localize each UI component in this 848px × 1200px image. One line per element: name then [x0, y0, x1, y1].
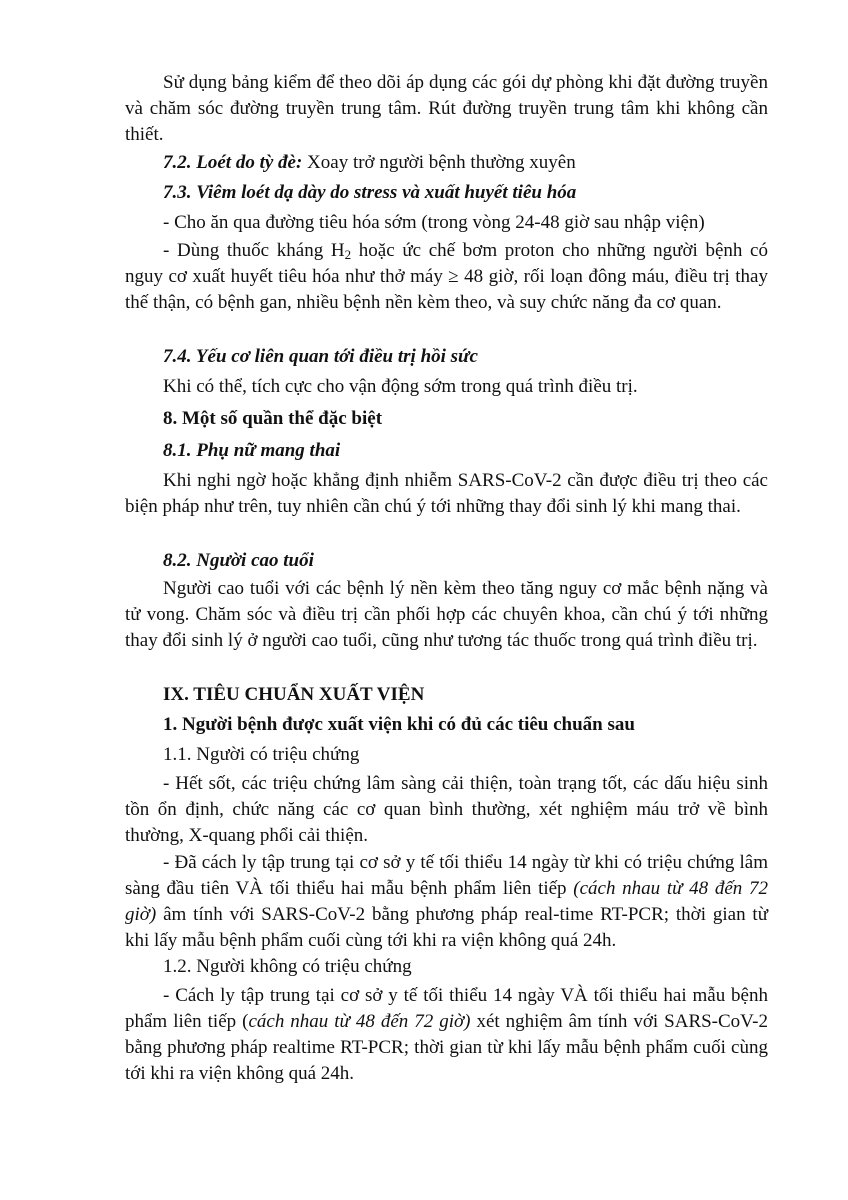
section-1-2-item-1 [125, 983, 768, 1087]
section-8-title: 8. Một số quần thể đặc biệt [163, 408, 383, 429]
s11-p2-part-b: âm tính với SARS-CoV-2 bằng phương pháp real-time RT-PCR; thời gian từ khi lấy mẫu bệnh phẩm cuối cùng tới khi ra viện không quá 24h. [125, 904, 768, 951]
s11-p2-italic: (cách nhau từ 48 đến 72 giờ) [125, 878, 768, 925]
section-1-1-item-1: - Hết sốt, các triệu chứng lâm sàng cải thiện, toàn trạng tốt, các dấu hiệu sinh tồn ổn định, chức năng các cơ quan bình thường, xét nghiệm máu trở về bình thường, X-quang phổi cải thiện. [125, 773, 768, 846]
s73-p2-part-b: hoặc ức chế bơm proton cho những người bệnh có nguy cơ xuất huyết tiêu hóa như thở máy ≥ 48 giờ, rối loạn đông máu, điều trị thay thế thận, có bệnh gan, nhiều bệnh nền kèm theo, và suy chức năng đa cơ quan. [125, 240, 768, 313]
section-1-1-item-2 [125, 850, 768, 954]
s11-p2-part-a: - Đã cách ly tập trung tại cơ sở y tế tối thiểu 14 ngày từ khi có triệu chứng lâm sàng đầu tiên VÀ tối thiểu hai mẫu bệnh phẩm liên tiếp [125, 852, 768, 899]
section-7-3-item-1: - Cho ăn qua đường tiêu hóa sớm (trong vòng 24-48 giờ sau nhập viện) [163, 212, 705, 233]
section-7-4-title: 7.4. Yếu cơ liên quan tới điều trị hồi sức [163, 346, 478, 367]
section-7-2-text: Xoay trở người bệnh thường xuyên [302, 152, 576, 173]
section-ix-1-title: 1. Người bệnh được xuất viện khi có đủ các tiêu chuẩn sau [163, 714, 635, 735]
section-ix-title: IX. TIÊU CHUẨN XUẤT VIỆN [163, 684, 425, 705]
paragraph-central-line-care: Sử dụng bảng kiểm để theo dõi áp dụng các gói dự phòng khi đặt đường truyền và chăm sóc đường truyền trung tâm. Rút đường truyền trung tâm khi không cần thiết. [125, 72, 768, 145]
section-7-2-title: 7.2. Loét do tỳ đè: [163, 152, 303, 173]
section-7-2 [163, 150, 576, 176]
s73-p2-part-a: - Dùng thuốc kháng H [163, 240, 345, 261]
section-8-2-title: 8.2. Người cao tuổi [163, 550, 314, 571]
s12-p1-part-b: xét nghiệm âm tính với SARS-CoV-2 bằng phương pháp realtime RT-PCR; thời gian từ khi lấy mẫu bệnh phẩm cuối cùng tới khi ra viện không quá 24h. [125, 1011, 768, 1084]
section-8-1-title: 8.1. Phụ nữ mang thai [163, 440, 341, 461]
section-1-1-title: 1.1. Người có triệu chứng [163, 744, 360, 765]
section-7-3-title: 7.3. Viêm loét dạ dày do stress và xuất huyết tiêu hóa [163, 182, 577, 203]
section-8-2-text: Người cao tuổi với các bệnh lý nền kèm theo tăng nguy cơ mắc bệnh nặng và tử vong. Chăm sóc và điều trị cần phối hợp các chuyên khoa, cần chú ý tới những thay đổi sinh lý ở người cao tuổi, cũng như tương tác thuốc trong quá trình điều trị. [125, 578, 768, 651]
section-1-2-title: 1.2. Người không có triệu chứng [163, 956, 412, 977]
section-7-4-text: Khi có thể, tích cực cho vận động sớm trong quá trình điều trị. [163, 376, 638, 397]
s73-p2-subscript: 2 [344, 247, 352, 262]
section-8-1-text: Khi nghi ngờ hoặc khẳng định nhiễm SARS-CoV-2 cần được điều trị theo các biện pháp như trên, tuy nhiên cần chú ý tới những thay đổi sinh lý khi mang thai. [125, 470, 768, 517]
s12-p1-part-a: - Cách ly tập trung tại cơ sở y tế tối thiểu 14 ngày VÀ tối thiểu hai mẫu bệnh phẩm liên tiếp ( [125, 985, 768, 1032]
section-7-3-item-2 [125, 238, 768, 316]
s12-p1-italic: cách nhau từ 48 đến 72 giờ) [248, 1011, 471, 1032]
